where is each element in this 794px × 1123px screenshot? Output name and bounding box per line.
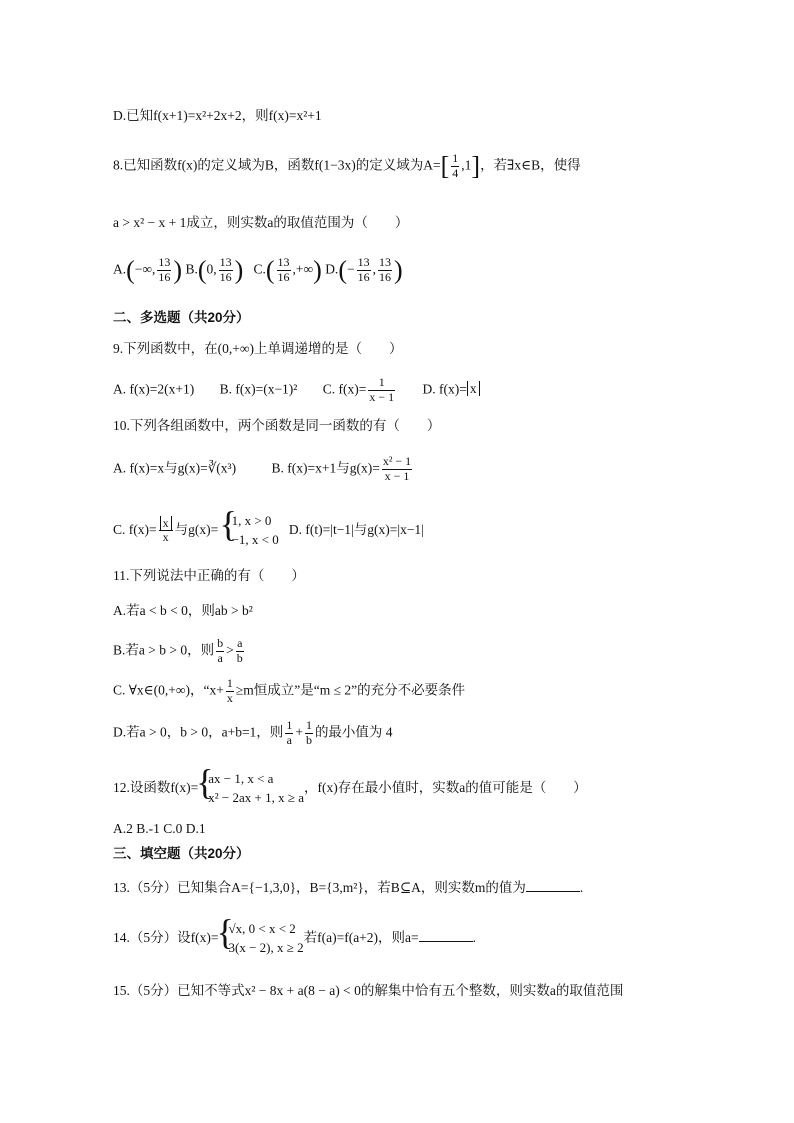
q14-line: 14.（5分）设f(x)= { √x, 0 < x < 2 3(x − 2), x ≥ 2 若f(a)=f(a+2)，则a= . bbox=[113, 920, 476, 958]
q13-answer-blank[interactable] bbox=[526, 879, 580, 892]
q11-stem: 11.下列说法中正确的有（ ） bbox=[113, 568, 305, 583]
q13-line: 13.（5分）已知集合A={−1,3,0}，B={3,m²}，若B⊆A，则实数m的值为 . bbox=[113, 880, 584, 895]
q14-answer-blank[interactable] bbox=[419, 929, 473, 942]
q7-option-d: D.已知f(x+1)=x²+2x+2，则f(x)=x²+1 bbox=[113, 108, 322, 123]
section-3-heading: 三、填空题（共20分） bbox=[113, 846, 250, 861]
q14-cases: { √x, 0 < x < 2 3(x − 2), x ≥ 2 bbox=[218, 920, 303, 958]
q11-opt-d: D.若a > 0，b > 0，a+b=1，则 $\frac{1}{a}$ + $\frac{1}{b}$ 的最小值为 4 bbox=[113, 718, 393, 747]
q12-line: 12.设函数f(x)= { ax − 1, x < a x² − 2ax + 1, x ≥ a ，f(x)存在最小值时，实数a的值可能是（ ） bbox=[113, 770, 587, 808]
q8-line2: a > x² − x + 1成立，则实数a的取值范围为（ ） bbox=[113, 215, 409, 230]
q10-opt-b: B. f(x)=x+1与g(x)= bbox=[271, 460, 380, 476]
q8-line1-pre: 8.已知函数f(x)的定义域为B，函数f(1−3x)的定义域为A= bbox=[113, 157, 441, 173]
q9-stem: 9.下列函数中，在(0,+∞)上单调递增的是（ ） bbox=[113, 341, 403, 356]
q8-line1: 8.已知函数f(x)的定义域为B，函数f(1−3x)的定义域为A=[ $\frac{1}{4}$ ,1]，若∃x∈B，使得 bbox=[113, 151, 581, 181]
q15-line: 15.（5分）已知不等式x² − 8x + a(8 − a) < 0的解集中恰有五个整数，则实数a的取值范围 bbox=[113, 983, 624, 998]
q9-opt-a: A. f(x)=2(x+1) bbox=[113, 381, 195, 397]
q10-c-cases: { 1, x > 0 −1, x < 0 bbox=[222, 512, 279, 550]
q10-opt-d: D. f(t)=|t−1|与g(x)=|x−1| bbox=[288, 521, 424, 537]
q8-opt-b-label: B. bbox=[185, 261, 198, 277]
q9-opt-d: D. f(x)= bbox=[422, 381, 467, 397]
q10-opt-c: C. f(x)= bbox=[113, 521, 157, 537]
q8-frac-1-4: $\frac{1}{4}$ bbox=[452, 151, 459, 180]
q8-opt-a-label: A. bbox=[113, 261, 127, 277]
q11-opt-c: C. ∀x∈(0,+∞)，“x+ $\frac{1}{x}$ ≥m恒成立”是“m ≤ 2”的充分不必要条件 bbox=[113, 676, 466, 705]
q9-opt-b: B. f(x)=(x−1)² bbox=[219, 381, 298, 397]
q8-options: A.(−∞, $\frac{13}{16}$ ) B.(0, $\frac{13}{16}$ ) C.( $\frac{13}{16}$ ,+∞) D.(− $\frac{13}{16}$ , $\frac{13}{16}$ ) bbox=[113, 255, 403, 285]
q10-stem: 10.下列各组函数中，两个函数是同一函数的有（ ） bbox=[113, 418, 441, 433]
q10-opt-a: A. f(x)=x与g(x)=∛(x³) bbox=[113, 460, 237, 476]
q12-options: A.2 B.-1 C.0 D.1 bbox=[113, 821, 206, 836]
q12-cases: { ax − 1, x < a x² − 2ax + 1, x ≥ a bbox=[198, 770, 304, 808]
section-2-heading: 二、多选题（共20分） bbox=[113, 310, 250, 325]
q8-opt-d-label: D. bbox=[325, 261, 339, 277]
q9-options: A. f(x)=2(x+1) B. f(x)=(x−1)² C. f(x)= $\frac{1}{x - 1}$ D. f(x)= x bbox=[113, 376, 480, 405]
q8-opt-c-label: C. bbox=[253, 261, 266, 277]
q9-opt-c: C. f(x)= bbox=[322, 381, 367, 397]
q10-cd: C. f(x)= $\frac{x}{x}$ 与g(x)= { 1, x > 0 −1, x < 0 D. f(t)=|t−1|与g(x)=|x−1| bbox=[113, 512, 424, 550]
q11-opt-a: A.若a < b < 0，则ab > b² bbox=[113, 603, 253, 618]
q11-opt-b: B.若a > b > 0，则 $\frac{b}{a}$ > $\frac{a}{b}$ bbox=[113, 636, 243, 665]
q8-line1-post: ，若∃x∈B，使得 bbox=[480, 157, 581, 173]
q10-ab: A. f(x)=x与g(x)=∛(x³) B. f(x)=x+1与g(x)= $\frac{\text{x² − 1}}{x - 1}$ bbox=[113, 454, 412, 483]
